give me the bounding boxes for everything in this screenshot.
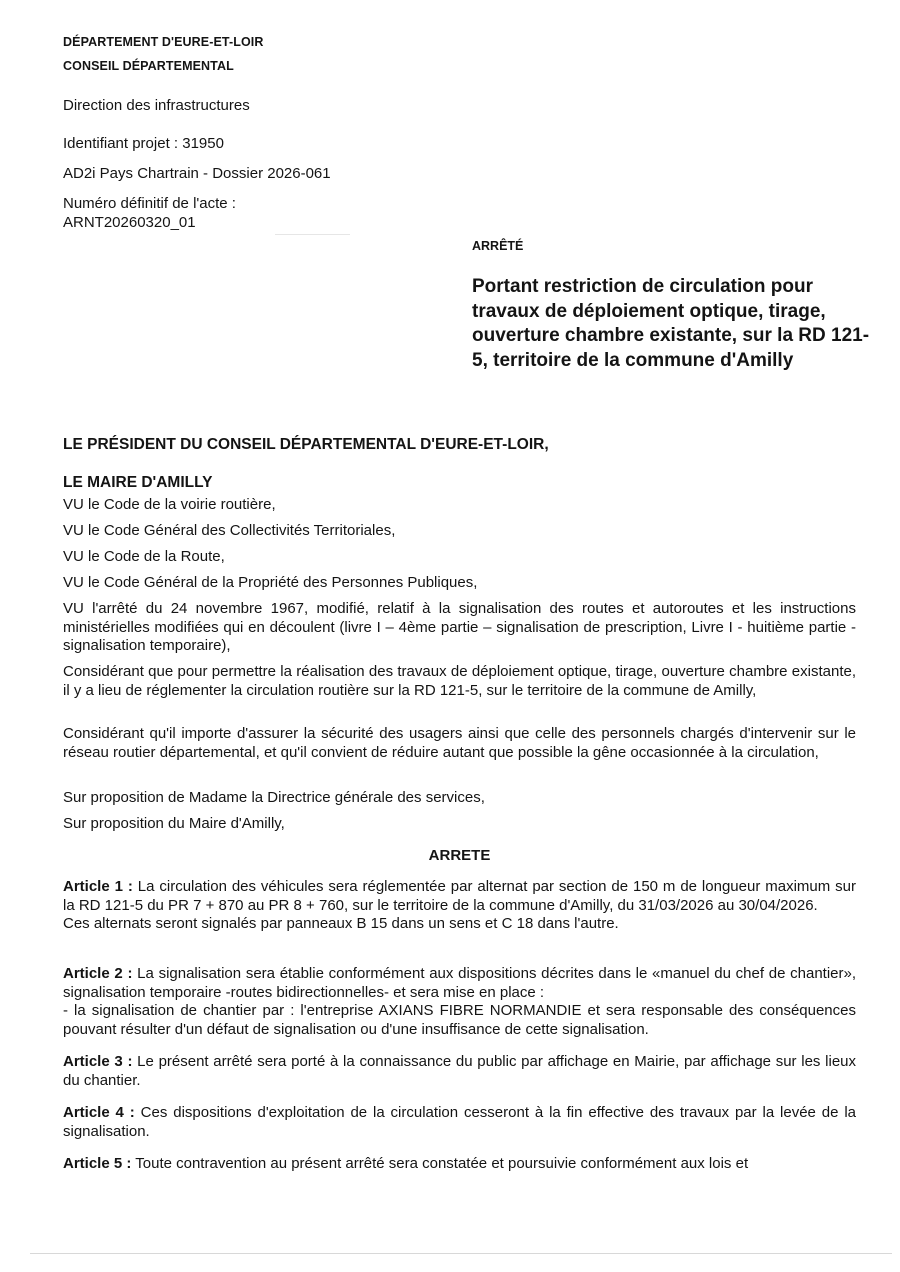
article-label: Article 2 :: [63, 965, 133, 982]
consideration-item: Sur proposition de Madame la Directrice générale des services,: [63, 789, 485, 806]
article-extra: - la signalisation de chantier par : l'entreprise AXIANS FIBRE NORMANDIE et sera responsable des conséquences pouvant résulter d'un défaut de signalisation ou d'une insuffisance de cette signalisation.: [63, 1002, 856, 1038]
article-label: Article 3 :: [63, 1053, 133, 1070]
article-text: La signalisation sera établie conformément aux dispositions décrites dans le «manuel du chef de chantier», signalisation temporaire -routes bidirectionnelles- et sera mise en place :: [63, 965, 857, 1001]
dossier-ref: AD2i Pays Chartrain - Dossier 2026-061: [63, 165, 331, 182]
decree-heading: ARRETE: [428, 847, 491, 864]
consideration-item: VU le Code de la Route,: [63, 548, 225, 565]
scan-mark: [275, 234, 350, 235]
article-5: [63, 1155, 856, 1174]
mayor-heading: LE MAIRE D'AMILLY: [63, 474, 213, 491]
consideration-item: Considérant que pour permettre la réalisation des travaux de déploiement optique, tirage, ouverture chambre existante, il y a lieu de réglementer la circulation routière sur la RD 121-5, sur le territoire de la commune de Amilly,: [63, 663, 856, 699]
article-1: [63, 878, 856, 934]
page-edge-line: [30, 1253, 892, 1254]
act-number-label: Numéro définitif de l'acte :: [63, 195, 236, 212]
consideration-item: Considérant qu'il importe d'assurer la sécurité des usagers ainsi que celle des personnels chargés d'intervenir sur le réseau routier départemental, et qu'il convient de réduire autant que possible la gêne occasionnée à la circulation,: [63, 725, 856, 761]
consideration-item: VU l'arrêté du 24 novembre 1967, modifié, relatif à la signalisation des routes et autoroutes et les instructions ministérielles modifiées qui en découlent (livre I – 4ème partie – signalisation de prescription, Livre I - huitième partie - signalisation temporaire),: [63, 600, 856, 654]
consideration-item: Sur proposition du Maire d'Amilly,: [63, 815, 285, 832]
article-label: Article 4 :: [63, 1104, 135, 1121]
document-title: Portant restriction de circulation pour travaux de déploiement optique, tirage, ouverture chambre existante, sur la RD 121-5, territoire de la commune d'Amilly: [472, 276, 870, 371]
article-3: [63, 1053, 856, 1090]
article-extra: Ces alternats seront signalés par panneaux B 15 dans un sens et C 18 dans l'autre.: [63, 915, 619, 932]
direction-name: Direction des infrastructures: [63, 97, 250, 114]
article-4: [63, 1104, 856, 1141]
article-label: Article 1 :: [63, 878, 133, 895]
department-name: DÉPARTEMENT D'EURE-ET-LOIR: [63, 35, 264, 49]
article-text: Le présent arrêté sera porté à la connaissance du public par affichage en Mairie, par affichage sur les lieux du chantier.: [63, 1053, 856, 1089]
consideration-item: VU le Code de la voirie routière,: [63, 496, 276, 513]
project-id: Identifiant projet : 31950: [63, 135, 224, 152]
president-heading: LE PRÉSIDENT DU CONSEIL DÉPARTEMENTAL D'EURE-ET-LOIR,: [63, 436, 549, 453]
consideration-item: VU le Code Général des Collectivités Territoriales,: [63, 522, 396, 539]
arrete-label: ARRÊTÉ: [472, 239, 524, 253]
consideration-item: VU le Code Général de la Propriété des Personnes Publiques,: [63, 574, 478, 591]
article-2: [63, 965, 856, 1039]
act-number: ARNT20260320_01: [63, 214, 196, 231]
article-text: Toute contravention au présent arrêté sera constatée et poursuivie conformément aux lois et: [135, 1155, 749, 1172]
council-name: CONSEIL DÉPARTEMENTAL: [63, 59, 234, 73]
article-label: Article 5 :: [63, 1155, 132, 1172]
article-text: La circulation des véhicules sera réglementée par alternat par section de 150 m de longueur maximum sur la RD 121-5 du PR 7 + 870 au PR 8 + 760, sur le territoire de la commune d'Amilly, du 31/03/2026 au 30/04/2026.: [63, 878, 856, 914]
article-text: Ces dispositions d'exploitation de la circulation cesseront à la fin effective des travaux par la levée de la signalisation.: [63, 1104, 857, 1140]
